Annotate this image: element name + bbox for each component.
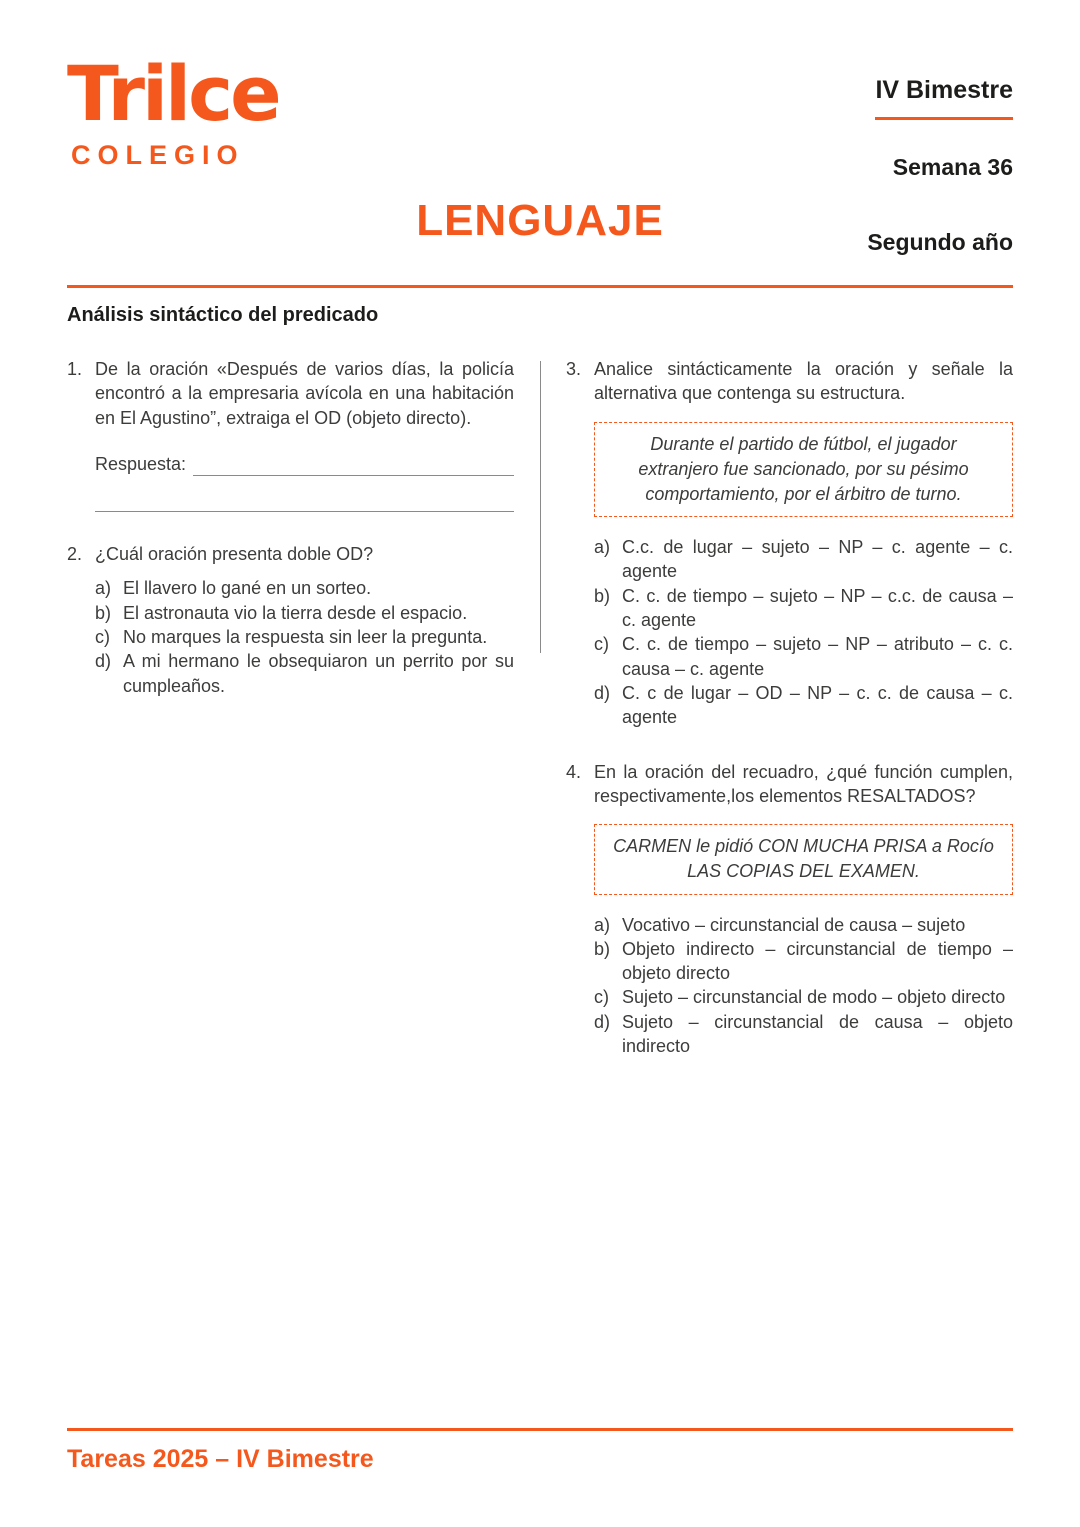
q2-option-c: [95, 625, 514, 649]
option-text: Vocativo – circunstancial de causa – sujeto: [622, 914, 966, 935]
q4-option-d: [594, 1010, 1013, 1059]
question-2: [67, 542, 514, 698]
option-letter: a): [594, 914, 611, 935]
option-text: No marques la respuesta sin leer la pregunta.: [123, 627, 488, 648]
answer-blank-line-2: [95, 476, 514, 512]
q2-option-d: [95, 649, 514, 698]
option-text: El llavero lo gané en un sorteo.: [123, 578, 372, 599]
option-text: Objeto indirecto – circunstancial de tiempo – objeto directo: [622, 938, 1013, 984]
question-3-options: [594, 535, 1013, 729]
option-letter: a): [594, 537, 611, 558]
option-letter: a): [95, 578, 112, 599]
option-letter: c): [95, 627, 110, 648]
question-3-number: 3.: [566, 359, 582, 379]
bimester-label: IV Bimestre: [875, 76, 1013, 120]
option-letter: c): [594, 634, 609, 655]
option-text: C.c. de lugar – sujeto – NP – c. agente – c. agente: [622, 537, 1013, 582]
header-meta: [867, 76, 1013, 256]
q2-option-b: [95, 601, 514, 625]
column-divider: [540, 361, 541, 653]
content-columns: [67, 357, 1013, 1088]
option-text: A mi hermano le obsequiaron un perrito por su cumpleaños.: [123, 651, 514, 696]
question-2-body: [95, 542, 514, 698]
subject-title: LENGUAJE: [416, 196, 664, 245]
header: [67, 50, 1013, 285]
question-3-body: [594, 357, 1013, 730]
q4-sentence-box: CARMEN le pidió CON MUCHA PRISA a Rocío LAS COPIAS DEL EXAMEN.: [594, 824, 1013, 894]
question-3-text: Analice sintácticamente la oración y señale la alternativa que contenga su estructura.: [594, 359, 1013, 404]
brand-logo-text: Trilce: [67, 49, 279, 138]
q4-option-a: [594, 913, 1013, 937]
right-column: [540, 357, 1013, 1088]
footer-text: Tareas 2025 – IV Bimestre: [67, 1445, 374, 1473]
option-text: C. c de lugar – OD – NP – c. c. de causa – c. agente: [622, 682, 1013, 728]
option-letter: b): [594, 585, 611, 606]
question-1-body: [95, 357, 514, 512]
option-text: El astronauta vio la tierra desde el espacio.: [123, 602, 468, 623]
option-letter: b): [594, 938, 611, 959]
option-text: Sujeto – circunstancial de modo – objeto directo: [622, 987, 1006, 1008]
question-1-text: De la oración «Después de varios días, la policía encontró a la empresaria avícola en una habitación en El Agustino”, extraiga el OD (objeto directo).: [95, 359, 514, 428]
brand-logo-subtext: COLEGIO: [71, 140, 245, 170]
q3-option-c: [594, 632, 1013, 681]
option-letter: d): [594, 1011, 611, 1032]
option-text: C. c. de tiempo – sujeto – NP – atributo – c. c. causa – c. agente: [622, 634, 1013, 679]
option-text: C. c. de tiempo – sujeto – NP – c.c. de causa – c. agente: [622, 585, 1013, 631]
question-4-number: 4.: [566, 761, 582, 782]
question-2-number: 2.: [67, 544, 83, 565]
brand-logo: [67, 49, 279, 171]
question-4-text: En la oración del recuadro, ¿qué función cumplen, respectivamente,los elementos RESALTADOS?: [594, 761, 1013, 806]
grade-label: Segundo año: [867, 229, 1013, 255]
question-4-options: [594, 913, 1013, 1059]
answer-blank-line-1: [193, 456, 514, 477]
question-1-number: 1.: [67, 359, 83, 379]
left-column: [67, 357, 540, 1088]
question-2-text: ¿Cuál oración presenta doble OD?: [95, 544, 374, 565]
option-letter: d): [594, 682, 611, 703]
footer: [67, 1428, 1013, 1474]
q3-option-d: [594, 681, 1013, 730]
q3-sentence-box: Durante el partido de fútbol, el jugador extranjero fue sancionado, por su pésimo comportamiento, por el árbitro de turno.: [594, 422, 1013, 518]
question-2-options: [95, 576, 514, 697]
option-letter: b): [95, 602, 112, 623]
footer-divider: [67, 1428, 1013, 1431]
q4-option-c: [594, 985, 1013, 1009]
question-4-body: [594, 760, 1013, 1059]
option-text: Sujeto – circunstancial de causa – objeto indirecto: [622, 1011, 1013, 1056]
option-letter: d): [95, 651, 112, 672]
week-label: Semana 36: [892, 154, 1013, 180]
answer-row: [95, 452, 514, 476]
q3-option-a: [594, 535, 1013, 584]
q4-option-b: [594, 937, 1013, 986]
option-letter: c): [594, 987, 609, 1008]
question-3: [566, 357, 1013, 730]
q3-option-b: [594, 584, 1013, 633]
answer-label: Respuesta:: [95, 453, 187, 474]
q2-option-a: [95, 576, 514, 600]
section-title: Análisis sintáctico del predicado: [67, 304, 379, 326]
question-1: [67, 357, 514, 512]
question-4: [566, 760, 1013, 1059]
header-divider: [67, 285, 1013, 288]
